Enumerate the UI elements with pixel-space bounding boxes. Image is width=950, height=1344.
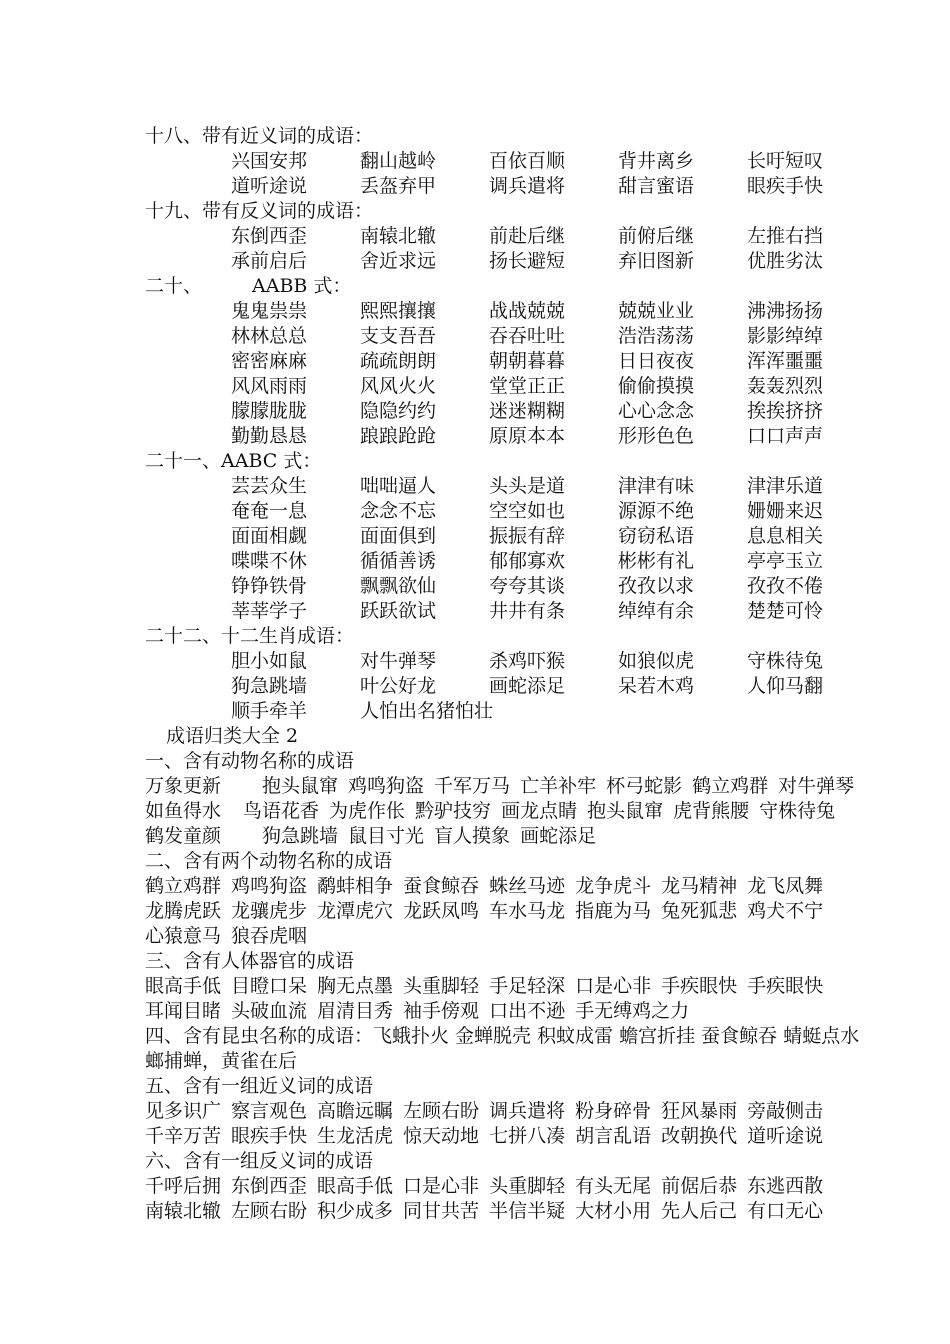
idiom: 为虎作伥 — [329, 800, 406, 822]
idiom: 龙腾虎跃 — [145, 900, 222, 922]
idiom: 手足轻深 — [489, 975, 566, 997]
idiom: 兴国安邦 — [231, 150, 308, 172]
idiom: 堂堂正正 — [489, 375, 566, 397]
category-3-line-1 — [145, 974, 833, 999]
idiom: 莘莘学子 — [231, 600, 308, 622]
idiom: 密密麻麻 — [231, 350, 308, 372]
idiom: 兢兢业业 — [618, 300, 695, 322]
idiom: 眼疾手快 — [747, 175, 824, 197]
idiom: 形形色色 — [618, 425, 695, 447]
idiom: 南辕北辙 — [145, 1200, 222, 1222]
idiom: 杀鸡吓猴 — [489, 650, 566, 672]
idiom: 狼吞虎咽 — [231, 925, 308, 947]
idiom: 胸无点墨 — [317, 975, 394, 997]
idiom: 南辕北辙 — [360, 225, 437, 247]
section-21-row-1 — [231, 474, 876, 499]
idiom: 头重脚轻 — [489, 1175, 566, 1197]
idiom: 七拼八凑 — [489, 1125, 566, 1147]
idiom: 杯弓蛇影 — [606, 775, 683, 797]
idiom: 影影绰绰 — [747, 325, 824, 347]
section-22-heading: 二十二、十二生肖成语： — [145, 625, 355, 647]
idiom: 龙马精神 — [661, 875, 738, 897]
idiom: 大材小用 — [575, 1200, 652, 1222]
idiom: 姗姗来迟 — [747, 500, 824, 522]
idiom: 源源不绝 — [618, 500, 695, 522]
idiom: 心猿意马 — [145, 925, 222, 947]
idiom: 东倒西歪 — [231, 1175, 308, 1197]
idiom: 津津有味 — [618, 475, 695, 497]
idiom: 楚楚可怜 — [747, 600, 824, 622]
idiom: 亡羊补牢 — [520, 775, 597, 797]
idiom: 面面相觑 — [231, 525, 308, 547]
idiom: 先人后己 — [661, 1200, 738, 1222]
idiom: 车水马龙 — [489, 900, 566, 922]
idiom: 鹤发童颜 — [145, 825, 222, 847]
idiom: 前倨后恭 — [661, 1175, 738, 1197]
idiom: 有头无尾 — [575, 1175, 652, 1197]
idiom: 喋喋不休 — [231, 550, 308, 572]
idiom: 头破血流 — [231, 1000, 308, 1022]
idiom: 铮铮铁骨 — [231, 575, 308, 597]
category-2-line-1 — [145, 874, 833, 899]
section-19-heading: 十九、带有反义词的成语： — [145, 200, 374, 222]
idiom: 浑浑噩噩 — [747, 350, 824, 372]
idiom: 孜孜不倦 — [747, 575, 824, 597]
idiom: 惊天动地 — [403, 1125, 480, 1147]
idiom: 有口无心 — [747, 1200, 824, 1222]
idiom: 盲人摸象 — [434, 825, 511, 847]
idiom: 虎背熊腰 — [673, 800, 750, 822]
category-1-line-1 — [145, 774, 864, 799]
idiom: 积少成多 — [317, 1200, 394, 1222]
idiom: 日日夜夜 — [618, 350, 695, 372]
section-19-row-1 — [231, 224, 876, 249]
idiom: 窃窃私语 — [618, 525, 695, 547]
idiom: 左顾右盼 — [231, 1200, 308, 1222]
idiom: 风风雨雨 — [231, 375, 308, 397]
idiom: 画龙点睛 — [501, 800, 578, 822]
section-21-row-6 — [231, 599, 876, 624]
idiom: 振振有辞 — [489, 525, 566, 547]
section-20-row-4 — [231, 374, 876, 399]
section-20-row-6 — [231, 424, 876, 449]
idiom: 眼高手低 — [317, 1175, 394, 1197]
idiom: 津津乐道 — [747, 475, 824, 497]
idiom: 左推右挡 — [747, 225, 824, 247]
idiom: 如鱼得水 — [145, 800, 222, 822]
idiom: 眉清目秀 — [317, 1000, 394, 1022]
category-5-line-1 — [145, 1099, 833, 1124]
idiom: 道听途说 — [747, 1125, 824, 1147]
idiom: 手疾眼快 — [661, 975, 738, 997]
idiom: 眼高手低 — [145, 975, 222, 997]
idiom: 弃旧图新 — [618, 250, 695, 272]
idiom: 如狼似虎 — [618, 650, 695, 672]
category-2-line-3 — [145, 924, 317, 949]
idiom: 头头是道 — [489, 475, 566, 497]
idiom: 手疾眼快 — [747, 975, 824, 997]
idiom: 跃跃欲试 — [360, 600, 437, 622]
idiom: 鼠目寸光 — [348, 825, 425, 847]
category-2-line-2 — [145, 899, 833, 924]
section-18-row-2 — [231, 174, 876, 199]
idiom: 道听途说 — [231, 175, 308, 197]
category-6-line-2 — [145, 1199, 833, 1224]
idiom: 龙争虎斗 — [575, 875, 652, 897]
idiom: 抱头鼠窜 — [587, 800, 664, 822]
idiom: 挨挨挤挤 — [747, 400, 824, 422]
idiom: 对牛弹琴 — [778, 775, 855, 797]
idiom: 人仰马翻 — [747, 675, 824, 697]
idiom: 东倒西歪 — [231, 225, 308, 247]
idiom: 息息相关 — [747, 525, 824, 547]
idiom: 朦朦胧胧 — [231, 400, 308, 422]
idiom: 蚕食鲸吞 — [403, 875, 480, 897]
idiom: 人怕出名猪怕壮 — [360, 700, 494, 722]
idiom: 舍近求远 — [360, 250, 437, 272]
idiom: 口口声声 — [747, 425, 824, 447]
category-4-line-1: 四、含有昆虫名称的成语：飞蛾扑火 金蝉脱壳 积蚊成雷 蟾宫折挂 蚕食鲸吞 蜻蜓点水 — [145, 1025, 860, 1047]
idiom: 调兵遣将 — [489, 1100, 566, 1122]
idiom: 优胜劣汰 — [747, 250, 824, 272]
idiom: 鬼鬼祟祟 — [231, 300, 308, 322]
idiom: 东逃西散 — [747, 1175, 824, 1197]
section-20-row-5 — [231, 399, 876, 424]
idiom: 对牛弹琴 — [360, 650, 437, 672]
section-20-row-2 — [231, 324, 876, 349]
idiom: 狂风暴雨 — [661, 1100, 738, 1122]
section-20-row-1 — [231, 299, 876, 324]
idiom: 背井离乡 — [618, 150, 695, 172]
idiom: 千军万马 — [434, 775, 511, 797]
section-20-heading: 二十、 — [145, 275, 203, 297]
idiom: 龙骧虎步 — [231, 900, 308, 922]
idiom: 千呼后拥 — [145, 1175, 222, 1197]
idiom: 翻山越岭 — [360, 150, 437, 172]
idiom: 吞吞吐吐 — [489, 325, 566, 347]
idiom: 守株待兔 — [759, 800, 836, 822]
idiom: 彬彬有礼 — [618, 550, 695, 572]
idiom: 千辛万苦 — [145, 1125, 222, 1147]
idiom: 隐隐约约 — [360, 400, 437, 422]
category-6-line-1 — [145, 1174, 833, 1199]
idiom: 生龙活虎 — [317, 1125, 394, 1147]
idiom: 龙跃凤鸣 — [403, 900, 480, 922]
idiom: 狗急跳墙 — [231, 675, 308, 697]
idiom: 鸡鸣狗盗 — [231, 875, 308, 897]
idiom: 龙飞凤舞 — [747, 875, 824, 897]
section-22-row-2 — [231, 674, 876, 699]
idiom: 画蛇添足 — [520, 825, 597, 847]
idiom: 沸沸扬扬 — [747, 300, 824, 322]
category-5-line-2 — [145, 1124, 833, 1149]
idiom: 口出不逊 — [489, 1000, 566, 1022]
idiom: 左顾右盼 — [403, 1100, 480, 1122]
idiom: 画蛇添足 — [489, 675, 566, 697]
part-2-title: 成语归类大全 2 — [166, 725, 299, 747]
idiom: 高瞻远瞩 — [317, 1100, 394, 1122]
section-21-row-5 — [231, 574, 876, 599]
idiom: 兔死狐悲 — [661, 900, 738, 922]
idiom: 改朝换代 — [661, 1125, 738, 1147]
idiom: 前赴后继 — [489, 225, 566, 247]
idiom: 调兵遣将 — [489, 175, 566, 197]
idiom: 丢盔弃甲 — [360, 175, 437, 197]
idiom: 熙熙攘攘 — [360, 300, 437, 322]
idiom: 长吁短叹 — [747, 150, 824, 172]
idiom: 承前启后 — [231, 250, 308, 272]
category-4-line-2: 螂捕蝉，黄雀在后 — [145, 1050, 298, 1072]
idiom: 循循善诱 — [360, 550, 437, 572]
idiom: 鹤立鸡群 — [692, 775, 769, 797]
idiom: 胡言乱语 — [575, 1125, 652, 1147]
idiom: 袖手傍观 — [403, 1000, 480, 1022]
idiom: 咄咄逼人 — [360, 475, 437, 497]
idiom: 指鹿为马 — [575, 900, 652, 922]
idiom: 轰轰烈烈 — [747, 375, 824, 397]
idiom: 龙潭虎穴 — [317, 900, 394, 922]
idiom: 孜孜以求 — [618, 575, 695, 597]
idiom: 鹤立鸡群 — [145, 875, 222, 897]
idiom: 同甘共苦 — [403, 1200, 480, 1222]
idiom: 万象更新 — [145, 775, 222, 797]
idiom: 心心念念 — [618, 400, 695, 422]
idiom: 手无缚鸡之力 — [575, 1000, 690, 1022]
idiom: 鸡犬不宁 — [747, 900, 824, 922]
idiom: 空空如也 — [489, 500, 566, 522]
section-20-row-3 — [231, 349, 876, 374]
idiom: 鸡鸣狗盗 — [348, 775, 425, 797]
idiom: 百依百顺 — [489, 150, 566, 172]
idiom: 飘飘欲仙 — [360, 575, 437, 597]
idiom: 奄奄一息 — [231, 500, 308, 522]
idiom: 眼疾手快 — [231, 1125, 308, 1147]
idiom: 抱头鼠窜 — [262, 775, 339, 797]
category-3-line-2 — [145, 999, 699, 1024]
idiom: 疏疏朗朗 — [360, 350, 437, 372]
idiom: 口是心非 — [403, 1175, 480, 1197]
section-18-row-1 — [231, 149, 876, 174]
idiom: 口是心非 — [575, 975, 652, 997]
section-21-heading: 二十一、AABC 式： — [145, 450, 322, 472]
section-22-row-3 — [231, 699, 493, 724]
section-19-row-2 — [231, 249, 876, 274]
category-1-heading: 一、含有动物名称的成语 — [145, 750, 355, 772]
idiom: 郁郁寡欢 — [489, 550, 566, 572]
idiom: 叶公好龙 — [360, 675, 437, 697]
idiom: 鹬蚌相争 — [317, 875, 394, 897]
idiom: 偷偷摸摸 — [618, 375, 695, 397]
idiom: 粉身碎骨 — [575, 1100, 652, 1122]
idiom: 亭亭玉立 — [747, 550, 824, 572]
category-2-heading: 二、含有两个动物名称的成语 — [145, 850, 393, 872]
idiom: 风风火火 — [360, 375, 437, 397]
idiom: 绰绰有余 — [618, 600, 695, 622]
idiom: 朝朝暮暮 — [489, 350, 566, 372]
idiom: 顺手牵羊 — [231, 700, 308, 722]
idiom: 头重脚轻 — [403, 975, 480, 997]
idiom: 见多识广 — [145, 1100, 222, 1122]
idiom: 勤勤恳恳 — [231, 425, 308, 447]
idiom: 林林总总 — [231, 325, 308, 347]
idiom: 原原本本 — [489, 425, 566, 447]
idiom: 支支吾吾 — [360, 325, 437, 347]
idiom: 迷迷糊糊 — [489, 400, 566, 422]
idiom: 旁敲侧击 — [747, 1100, 824, 1122]
section-22-row-1 — [231, 649, 876, 674]
idiom: 芸芸众生 — [231, 475, 308, 497]
idiom: 察言观色 — [231, 1100, 308, 1122]
section-21-row-2 — [231, 499, 876, 524]
section-21-row-3 — [231, 524, 876, 549]
category-6-heading: 六、含有一组反义词的成语 — [145, 1150, 374, 1172]
category-5-heading: 五、含有一组近义词的成语 — [145, 1075, 374, 1097]
idiom: 胆小如鼠 — [231, 650, 308, 672]
idiom: 夸夸其谈 — [489, 575, 566, 597]
idiom: 半信半疑 — [489, 1200, 566, 1222]
idiom: 念念不忘 — [360, 500, 437, 522]
idiom: 甜言蜜语 — [618, 175, 695, 197]
idiom: 战战兢兢 — [489, 300, 566, 322]
idiom: 耳闻目睹 — [145, 1000, 222, 1022]
idiom: 蛛丝马迹 — [489, 875, 566, 897]
idiom: 浩浩荡荡 — [618, 325, 695, 347]
category-1-line-2 — [145, 799, 845, 824]
idiom: 井井有条 — [489, 600, 566, 622]
idiom: 前俯后继 — [618, 225, 695, 247]
category-3-heading: 三、含有人体器官的成语 — [145, 950, 355, 972]
idiom: 鸟语花香 — [243, 800, 320, 822]
section-18-heading: 十八、带有近义词的成语： — [145, 125, 374, 147]
idiom: 目瞪口呆 — [231, 975, 308, 997]
idiom: 黔驴技穷 — [415, 800, 492, 822]
idiom: 守株待兔 — [747, 650, 824, 672]
idiom: 面面俱到 — [360, 525, 437, 547]
section-21-row-4 — [231, 549, 876, 574]
idiom: 扬长避短 — [489, 250, 566, 272]
idiom: 踉踉跄跄 — [360, 425, 437, 447]
section-20-pattern: AABB 式： — [252, 275, 352, 297]
category-1-line-3 — [145, 824, 606, 849]
idiom: 呆若木鸡 — [618, 675, 695, 697]
idiom: 狗急跳墙 — [262, 825, 339, 847]
